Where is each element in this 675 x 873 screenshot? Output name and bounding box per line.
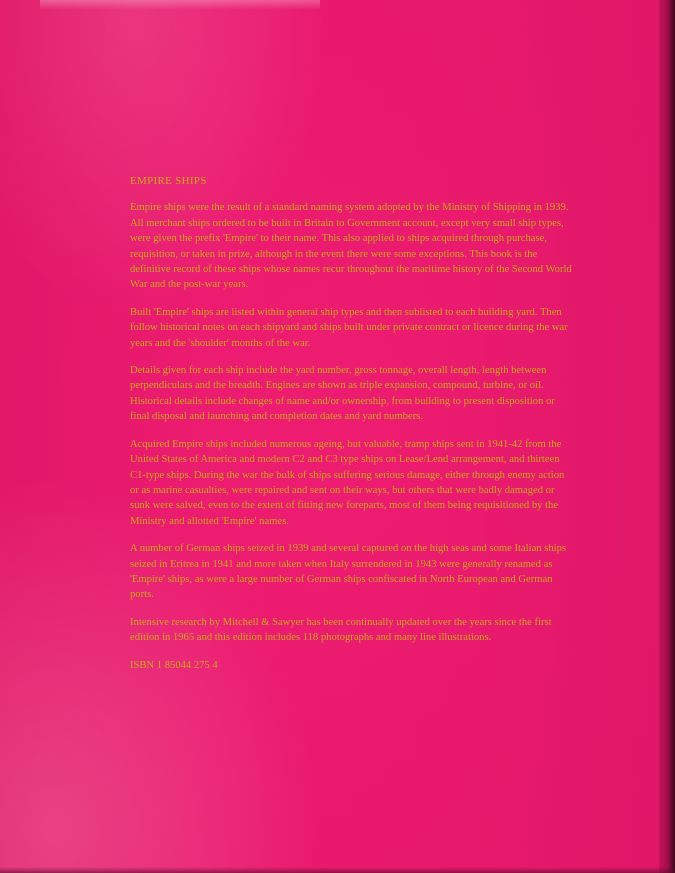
blurb-paragraph-4: Acquired Empire ships included numerous ageing, but valuable, tramp ships sent in 1941-42 from the United States of America and modern C2 and C3 type ships on Lease/Lend arrangement, and thirteen C1-type ships. During the war the bulk of ships suffering serious damage, either through enemy action or as marine casualties, were repaired and sent on their ways, but others that were badly damaged or sunk were salved, even to the extent of fitting new foreparts, most of them being requisitioned by the Ministry and allotted 'Empire' names.: [130, 438, 565, 527]
isbn-number: ISBN 1 85044 275 4: [130, 659, 218, 671]
blurb-text-block: [130, 174, 574, 673]
blurb-paragraph-2: Built 'Empire' ships are listed within general ship types and then sublisted to each building yard. Then follow historical notes on each shipyard and ships built under private contract or licence during the war years and the 'shoulder' months of the war.: [130, 306, 568, 349]
blurb-heading: EMPIRE SHIPS: [130, 175, 207, 187]
cover-right-edge: [659, 0, 675, 873]
blurb-paragraph-5: A number of German ships seized in 1939 and several captured on the high seas and some Italian ships seized in Eritrea in 1941 and more taken when Italy surrendered in 1943 were generally renamed as 'Empire' ships, as were a large number of German ships confiscated in North European and German ports.: [130, 543, 566, 601]
blurb-paragraph-1: Empire ships were the result of a standard naming system adopted by the Ministry of Shipping in 1939. All merchant ships ordered to be built in Britain to Government account, except very small ship types, were given the prefix 'Empire' to their name. This also applied to ships acquired through purchase, requisition, or taken in prize, although in the event there were some exceptions. This book is the definitive record of these ships whose names recur throughout the maritime history of the Second World War and the post-war years.: [130, 202, 572, 291]
blurb-paragraph-6: Intensive research by Mitchell & Sawyer has been continually updated over the years since the first edition in 1965 and this edition includes 118 photographs and many line illustrations.: [130, 616, 552, 644]
cover-bottom-edge: [0, 867, 675, 873]
blurb-paragraph-3: Details given for each ship include the yard number, gross tonnage, overall length, length between perpendiculars and the breadth. Engines are shown as triple expansion, compound, turbine, or oil. Historical details include changes of name and/or ownership, from building to present disposition or final disposal and launching and completion dates and yard numbers.: [130, 365, 555, 423]
cover-wear-mark: [40, 0, 320, 10]
